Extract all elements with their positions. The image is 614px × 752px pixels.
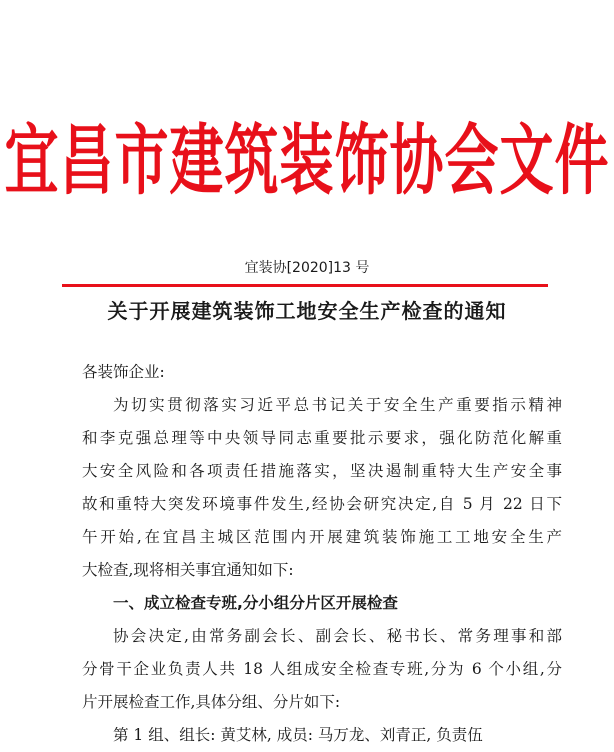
body-text bbox=[82, 356, 562, 752]
masthead-title: 宜昌市建筑装饰协会文件 bbox=[4, 114, 610, 206]
paragraph-line: 片开展检查工作,具体分组、分片如下: bbox=[82, 693, 341, 711]
red-divider bbox=[62, 284, 548, 287]
paragraph-line: 大安全风险和各项责任措施落实，坚决遏制重特大生产安全事 bbox=[82, 462, 562, 480]
document-number: 宜装协[2020]13 号 bbox=[244, 260, 370, 276]
paragraph-line: 分骨干企业负责人共 18 人组成安全检查专班,分为 6 个小组,分 bbox=[82, 660, 562, 678]
paragraph-line: 大检查,现将相关事宜通知如下: bbox=[82, 561, 294, 579]
paragraph-line: 为切实贯彻落实习近平总书记关于安全生产重要指示精神 bbox=[113, 396, 562, 414]
section-heading: 一、成立检查专班,分小组分片区开展检查 bbox=[113, 594, 398, 612]
group-line: 第 1 组、组长: 黄艾林, 成员: 马万龙、刘青正, 负责伍 bbox=[113, 726, 483, 744]
paragraph-line: 和李克强总理等中央领导同志重要批示要求，强化防范化解重 bbox=[82, 429, 562, 447]
paragraph-line: 午开始,在宜昌主城区范围内开展建筑装饰施工工地安全生产 bbox=[82, 528, 562, 546]
notice-title: 关于开展建筑装饰工地安全生产检查的通知 bbox=[107, 299, 507, 323]
masthead bbox=[0, 114, 614, 206]
paragraph-line: 故和重特大突发环境事件发生,经协会研究决定,自 5 月 22 日下 bbox=[82, 495, 562, 513]
paragraph-line: 协会决定,由常务副会长、副会长、秘书长、常务理事和部 bbox=[113, 627, 562, 645]
salutation: 各装饰企业: bbox=[82, 363, 165, 381]
